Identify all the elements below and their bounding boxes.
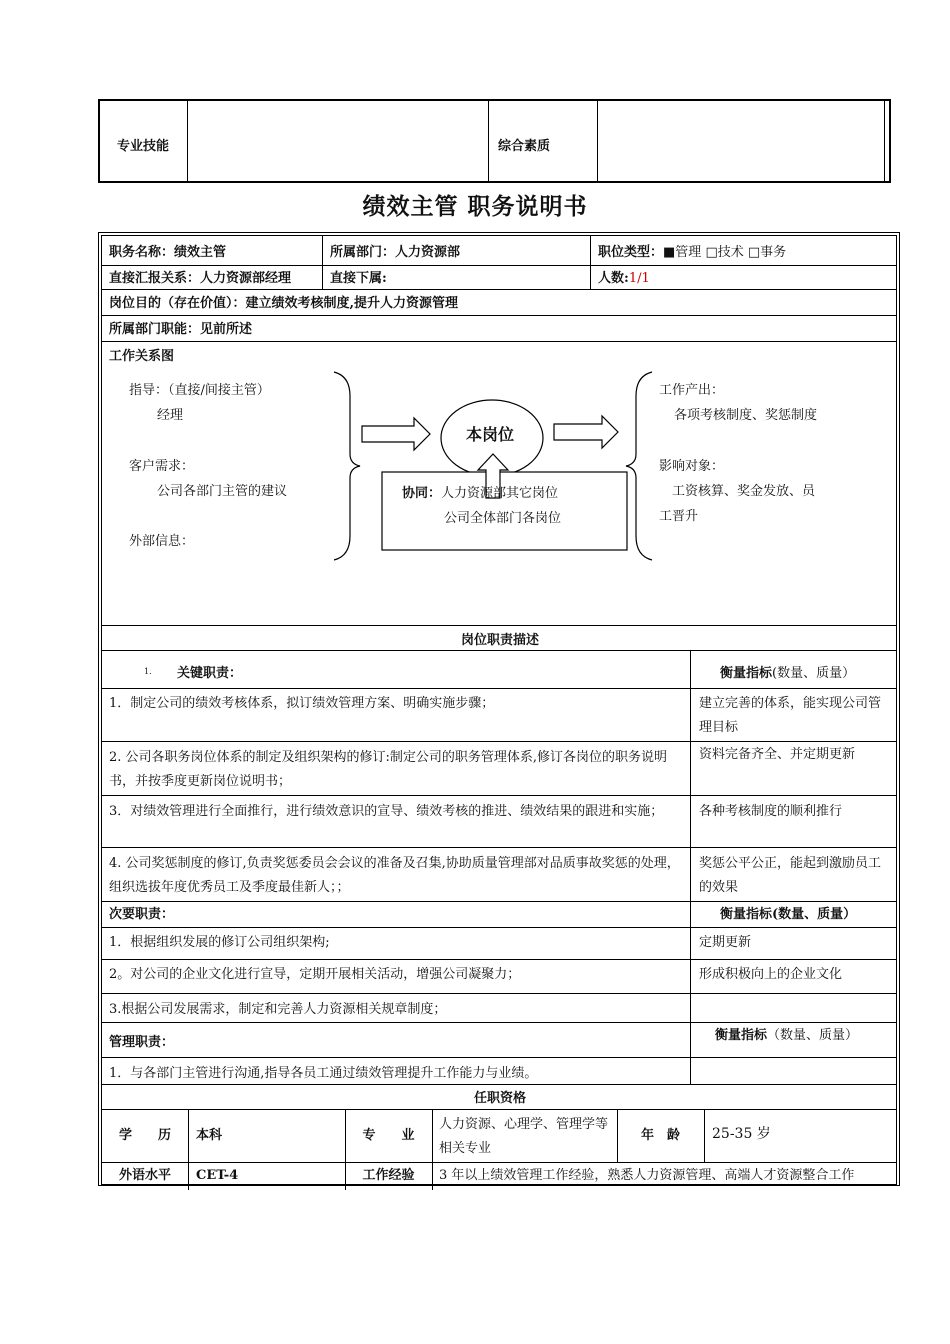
education-label: 学 历 [118,1128,171,1143]
row-line [102,927,896,928]
secondary-duty-3: 3.根据公司发展需求，制定和完善人力资源相关规章制度； [109,1002,447,1017]
external-label: 外部信息： [129,534,195,549]
subordinates: 直接下属: [330,271,387,286]
customer-label: 客户需求： [129,459,195,474]
inner-border [101,235,897,1185]
secondary-metric-title: 衡量指标(数量、质量） [720,907,857,922]
row-line [102,741,896,742]
headcount-label: 人数: [598,271,629,286]
coop-value-1: 人力资源部其它岗位 [441,486,559,501]
output-value: 各项考核制度、奖惩制度 [674,408,818,423]
management-duties-title: 管理职责： [109,1035,175,1050]
department-function: 所属部门职能：见前所述 [109,322,253,337]
experience-label: 工作经验 [362,1168,415,1183]
secondary-duties-title: 次要职责： [109,907,175,922]
customer-value: 公司各部门主管的建议 [157,484,288,499]
divider [597,101,598,181]
management-duty-1: 1．与各部门主管进行沟通,指导各员工通过绩效管理提升工作能力与业绩。 [109,1066,538,1081]
left-brace [334,372,360,560]
qualification-title: 任职资格 [473,1091,526,1106]
col-line [690,650,691,1084]
center-position: 本岗位 [466,425,515,444]
key-duties-title: 关键职责： [177,666,243,681]
row-line [102,625,896,626]
right-brace [626,372,652,560]
input-arrow [362,418,430,450]
divider [884,101,885,181]
key-metric-3: 各种考核制度的顺利推行 [699,804,843,819]
secondary-metric-2: 形成积极向上的企业文化 [699,967,843,982]
relationship-diagram [322,366,662,566]
row-line [102,1022,896,1023]
output-arrow [554,416,618,448]
job-type [598,241,786,265]
page-title: 绩效主管 职务说明书 [362,193,588,220]
job-name: 职务名称：绩效主管 [109,245,227,260]
key-metric-title-bold: 衡量指标 [720,666,773,681]
coop-line-1 [402,482,558,506]
impact-value-2: 工晋升 [659,509,699,524]
row-line [102,847,896,848]
output-label: 工作产出： [659,383,725,398]
row-line [102,993,896,994]
key-duty-2: 2. 公司各职务岗位体系的制定及组织架构的修订:制定公司的职务管理体系,修订各岗位的职务说明书，并按季度更新岗位说明书； [109,750,668,789]
diagram-title: 工作关系图 [109,349,175,364]
key-duty-1: 1．制定公司的绩效考核体系，拟订绩效管理方案、明确实施步骤； [109,696,495,711]
row-line [102,901,896,902]
quality-label: 综合素质 [498,139,551,154]
col-line [704,1109,705,1162]
major-value: 人力资源、心理学、管理学等相关专业 [439,1117,609,1156]
divider [488,101,489,181]
headcount-value: 1/1 [628,271,650,286]
col-line [432,1109,433,1190]
key-metric-1: 建立完善的体系，能实现公司管理目标 [699,696,882,735]
row-line [102,959,896,960]
coop-label: 协同： [402,486,442,501]
skills-table [98,99,891,183]
key-duties-marker: 1. [144,667,152,676]
department: 所属部门：人力资源部 [330,245,461,260]
key-metric-2: 资料完备齐全、并定期更新 [699,747,856,762]
row-line [102,1162,896,1163]
secondary-duty-1: 1．根据组织发展的修订公司组织架构; [109,935,330,950]
job-type-option-management: ■管理 [663,245,702,260]
impact-label: 影响对象： [659,459,725,474]
divider [187,101,188,181]
secondary-duty-2: 2。对公司的企业文化进行宣导，定期开展相关活动，增强公司凝聚力； [109,967,521,982]
col-line [188,1109,189,1190]
job-type-option-affairs: □事务 [747,245,787,260]
col-line [322,236,323,289]
key-metric-title-paren: (数量、质量） [772,666,856,681]
major-label: 专 业 [362,1128,415,1143]
report-to: 直接汇报关系：人力资源部经理 [109,271,292,286]
row-line [102,1057,896,1058]
row-line [102,265,896,266]
impact-value-1: 工资核算、奖金发放、员 [672,484,816,499]
secondary-metric-1: 定期更新 [699,935,752,950]
key-duty-4: 4. 公司奖惩制度的修订,负责奖惩委员会会议的准备及召集,协助质量管理部对品质事故奖惩的处理，组织选拔年度优秀员工及季度最佳新人；； [109,856,680,895]
skill-label: 专业技能 [117,139,170,154]
job-type-label: 职位类型： [598,245,664,260]
management-metric-title [715,1024,858,1048]
guide-value: 经理 [157,408,184,423]
age-label: 年 龄 [640,1128,680,1143]
language-label: 外语水平 [118,1168,171,1183]
row-line [102,688,896,689]
management-metric-rest: （数量、质量） [767,1028,859,1043]
coop-line-2: 公司全体部门各岗位 [444,511,562,526]
key-metric-title [720,662,855,686]
job-type-option-technical: □技术 [705,245,744,260]
guide-label: 指导：（直接/间接主管） [129,383,270,398]
job-description-table [98,232,900,1186]
experience-value: 3 年以上绩效管理工作经验，熟悉人力资源管理、高端人才资源整合工作 [439,1168,855,1183]
key-duty-3: 3．对绩效管理进行全面推行，进行绩效意识的宣导、绩效考核的推进、绩效结果的跟进和实施； [109,804,664,819]
col-line [590,236,591,289]
job-purpose: 岗位目的（存在价值）：建立绩效考核制度,提升人力资源管理 [109,296,459,311]
duties-section-title: 岗位职责描述 [460,633,539,648]
age-value: 25-35 岁 [712,1126,771,1142]
language-value: CET-4 [196,1168,239,1183]
education-value: 本科 [196,1128,223,1143]
management-metric-bold: 衡量指标 [715,1028,768,1043]
key-metric-4: 奖惩公平公正，能起到激励员工的效果 [699,856,882,895]
headcount [598,267,650,291]
row-line [102,795,896,796]
